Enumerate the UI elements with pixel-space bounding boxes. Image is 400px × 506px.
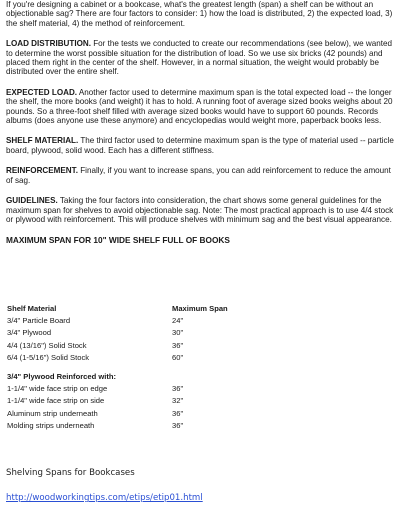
- cell-span: 36": [172, 384, 184, 394]
- section-heading: EXPECTED LOAD.: [6, 87, 78, 97]
- cell-material: 1-1/4" wide face strip on edge: [7, 384, 108, 394]
- section-body: Taking the four factors into consideration, the chart shows some general guidelines for the maximum span for shelves to avoid objectionable sag. Note: The most practical approach is to use 4/4 stock or plywood with reinforcement. This will produce shelves with minimum sag and the best visual appearance.: [6, 196, 394, 224]
- cell-span: 36": [172, 421, 184, 431]
- reinforcement-paragraph: [6, 166, 394, 185]
- section-body: For the tests we conducted to create our recommendations (see below), we wanted to determine the worst possible situation for the distribution of load. So we use six bricks (42 pounds) and placed them right in the center of the shelf. However, in a normal situation, the weight would probably be distributed over the entire shelf.: [6, 39, 392, 77]
- table-section-row: [7, 370, 252, 382]
- table-row: [7, 314, 252, 326]
- cell-material: 4/4 (13/16") Solid Stock: [7, 340, 87, 350]
- cell-material: 3/4" Plywood: [7, 328, 52, 338]
- section-heading: LOAD DISTRIBUTION.: [6, 39, 91, 49]
- span-table: [7, 302, 252, 432]
- header-maximum-span: Maximum Span: [172, 303, 228, 313]
- cell-span: 60": [172, 353, 184, 363]
- cell-material: Molding strips underneath: [7, 421, 95, 431]
- table-row: [7, 407, 252, 419]
- section-body: Another factor used to determine maximum span is the total expected load -- the longer the shelf, the more books (and weight) it has to hold. A running foot of average sized books weighs about 20 pounds. So a three-foot shelf filled with average sized books would have to support 60 pounds. Records albums (does anyone use these anymore) and encyclopedias would weight more, paperback books less.: [6, 87, 393, 126]
- section-heading: GUIDELINES.: [6, 196, 58, 206]
- cell-material: Aluminum strip underneath: [7, 408, 98, 418]
- table-row: [7, 395, 252, 407]
- source-link[interactable]: http://woodworkingtips.com/etips/etip01.html: [6, 493, 203, 503]
- table-title: MAXIMUM SPAN FOR 10" WIDE SHELF FULL OF BOOKS: [6, 235, 230, 246]
- cell-material: 3/4" Particle Board: [7, 316, 71, 326]
- cell-span: 30": [172, 328, 184, 338]
- guidelines-paragraph: [6, 196, 394, 224]
- article-body: [6, 0, 394, 245]
- section-body: Finally, if you want to increase spans, you can add reinforcement to reduce the amount of sag.: [6, 166, 391, 185]
- table-row: [7, 327, 252, 339]
- cell-span: 36": [172, 408, 184, 418]
- section-body: The third factor used to determine maximum span is the type of material used -- particle board, plywood, solid wood. Each has a different stiffness.: [6, 136, 394, 155]
- section-heading: SHELF MATERIAL.: [6, 136, 79, 146]
- cell-material: 1-1/4" wide face strip on side: [7, 396, 105, 406]
- cell-span: 32": [172, 396, 184, 406]
- table-row: [7, 352, 252, 364]
- header-shelf-material: Shelf Material: [7, 303, 57, 313]
- section-heading: REINFORCEMENT.: [6, 166, 78, 176]
- section-title: 3/4" Plywood Reinforced with:: [7, 371, 117, 381]
- caption: Shelving Spans for Bookcases: [6, 468, 135, 478]
- cell-span: 36": [172, 340, 184, 350]
- cell-material: 6/4 (1-5/16") Solid Stock: [7, 353, 90, 363]
- shelf-material-paragraph: [6, 136, 394, 155]
- table-row: [7, 420, 252, 432]
- load-distribution-paragraph: [6, 39, 394, 77]
- expected-load-paragraph: [6, 88, 394, 126]
- table-row: [7, 339, 252, 351]
- table-row: [7, 382, 252, 394]
- table-header-row: [7, 302, 252, 314]
- intro-paragraph: If you're designing a cabinet or a bookcase, what's the greatest length (span) a shelf can be without an objectionable sag? There are four factors to consider: 1) how the load is distributed, 2) the expected load, 3) the shelf material, 4) the method of reinforcement.: [6, 0, 393, 28]
- cell-span: 24": [172, 316, 184, 326]
